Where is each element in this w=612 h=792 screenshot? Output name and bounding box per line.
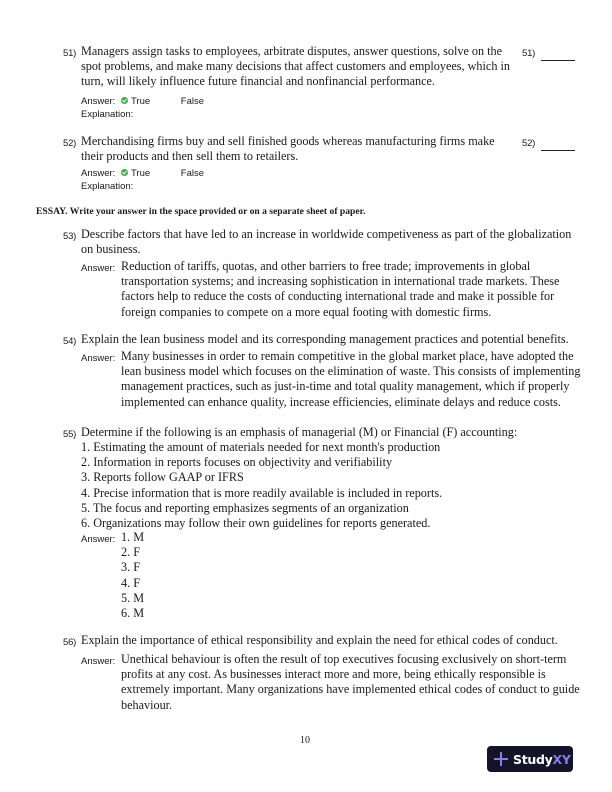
answer-line: management practices, such as just-in-time and total quality management, which if properly bbox=[121, 379, 570, 394]
explanation-label: Explanation: bbox=[81, 109, 134, 120]
question-number: 54) bbox=[63, 336, 77, 347]
list-item: 1. Estimating the amount of materials needed for next month's production bbox=[81, 440, 441, 454]
item-list bbox=[81, 440, 442, 531]
answer-text bbox=[121, 259, 559, 320]
question-text bbox=[81, 425, 517, 440]
list-item: 5. The focus and reporting emphasizes segments of an organization bbox=[81, 500, 409, 515]
answer-line: Unethical behaviour is often the result of top executives focusing exclusively on short-term bbox=[121, 652, 567, 666]
brand-prefix: Study bbox=[513, 751, 553, 767]
page-number: 10 bbox=[300, 735, 310, 746]
answer-line: transportation systems; and increasing sophistication in international trade markets. These bbox=[121, 274, 560, 289]
answer-line: foreign companies to compete on a more equal footing with domestic firms. bbox=[121, 304, 492, 319]
brand-suffix: XY bbox=[552, 751, 571, 767]
brand-logo-text bbox=[513, 752, 571, 767]
question-line: turn, will likely influence future financial and nonfinancial performance. bbox=[81, 74, 435, 89]
list-item: 4. Precise information that is more readily available is included in reports. bbox=[81, 485, 443, 500]
answer-line: behaviour. bbox=[121, 697, 173, 712]
answer-line: 3. F bbox=[121, 560, 140, 575]
question-line: Determine if the following is an emphasis of managerial (M) or Financial (F) accounting: bbox=[81, 425, 518, 439]
section-heading: ESSAY. Write your answer in the space provided or on a separate sheet of paper. bbox=[36, 206, 366, 217]
answer-line: 1. M bbox=[121, 530, 145, 544]
list-item: 2. Information in reports focuses on objectivity and verifiability bbox=[81, 455, 393, 470]
plus-icon bbox=[494, 752, 508, 766]
question-number: 56) bbox=[63, 637, 77, 648]
list-item: 3. Reports follow GAAP or IFRS bbox=[81, 470, 244, 485]
option-true[interactable]: True bbox=[130, 96, 151, 107]
list-item: 6. Organizations may follow their own guidelines for reports generated. bbox=[81, 516, 431, 531]
answer-blank[interactable] bbox=[541, 50, 575, 61]
studyxy-badge[interactable] bbox=[487, 746, 573, 772]
answer-line: Reduction of tariffs, quotas, and other barriers to free trade; improvements in global bbox=[121, 259, 531, 273]
answer-line: extremely important. Many organizations have implemented ethical codes of conduct to guide bbox=[121, 682, 580, 697]
answer-line: factors help to reduce the costs of conducting international trade and make it possible for bbox=[121, 289, 555, 304]
question-line: their products and then sell them to retailers. bbox=[81, 149, 299, 164]
answer-line: 5. M bbox=[121, 590, 145, 605]
check-icon bbox=[121, 169, 128, 176]
question-text bbox=[81, 227, 571, 257]
question-line: Explain the importance of ethical responsibility and explain the need for ethical codes of conduct. bbox=[81, 633, 558, 647]
question-line: Merchandising firms buy and sell finished goods whereas manufacturing firms make bbox=[81, 134, 495, 148]
answer-line: Many businesses in order to remain competitive in the global market place, have adopted the bbox=[121, 349, 574, 363]
question-text bbox=[81, 44, 510, 90]
question-line: Explain the lean business model and its corresponding management practices and potential benefits. bbox=[81, 332, 569, 346]
question-text bbox=[81, 332, 569, 347]
question-number: 53) bbox=[63, 231, 77, 242]
question-number: 52) bbox=[63, 138, 77, 149]
option-true[interactable]: True bbox=[130, 168, 151, 179]
answer-text bbox=[121, 530, 144, 621]
answer-text bbox=[121, 652, 580, 713]
explanation-label: Explanation: bbox=[81, 181, 134, 192]
answer-blank[interactable] bbox=[541, 140, 575, 151]
answer-line: implemented can enhance quality, increase efficiencies, eliminate delays and reduce costs. bbox=[121, 394, 561, 409]
answer-label: Answer: bbox=[81, 534, 116, 545]
question-text bbox=[81, 134, 495, 164]
margin-number: 51) bbox=[522, 48, 536, 59]
check-icon bbox=[121, 97, 128, 104]
answer-line: lean business model which focuses on the elimination of waste. This consists of implementing bbox=[121, 364, 581, 379]
option-false[interactable]: False bbox=[180, 96, 205, 107]
answer-label: Answer: bbox=[81, 263, 116, 274]
answer-label: Answer: bbox=[81, 656, 116, 667]
margin-number: 52) bbox=[522, 138, 536, 149]
answer-line: 6. M bbox=[121, 606, 145, 621]
answer-line: 4. F bbox=[121, 575, 140, 590]
question-number: 55) bbox=[63, 429, 77, 440]
answer-line: 2. F bbox=[121, 545, 140, 560]
question-line: spot problems, and make many decisions that affect customers and employees, which in bbox=[81, 59, 510, 74]
question-line: on business. bbox=[81, 242, 141, 257]
answer-label: Answer: bbox=[81, 353, 116, 364]
answer-label: Answer: bbox=[81, 96, 116, 107]
answer-row bbox=[81, 96, 204, 107]
question-number: 51) bbox=[63, 48, 77, 59]
answer-text bbox=[121, 349, 580, 410]
option-false[interactable]: False bbox=[180, 168, 205, 179]
answer-label: Answer: bbox=[81, 168, 116, 179]
answer-line: profits at any cost. As businesses interact more and more, being ethically responsible is bbox=[121, 667, 546, 682]
question-line: Managers assign tasks to employees, arbitrate disputes, answer questions, solve on the bbox=[81, 44, 503, 58]
question-line: Describe factors that have led to an increase in worldwide competiveness as part of the globalization bbox=[81, 227, 572, 241]
question-text bbox=[81, 633, 558, 648]
answer-row bbox=[81, 168, 204, 179]
